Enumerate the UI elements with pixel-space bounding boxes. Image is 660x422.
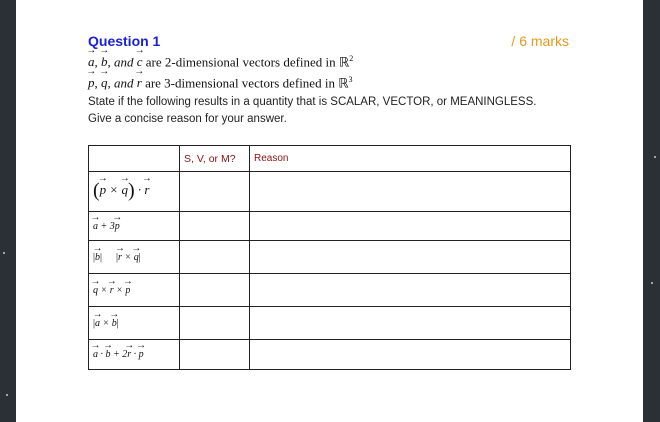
background-star [6, 394, 8, 396]
table-row [89, 241, 571, 274]
table-row [89, 212, 571, 241]
table-row [89, 172, 571, 212]
expression-cell [89, 340, 180, 370]
question-marks: / 6 marks [511, 33, 569, 49]
dimension: 2 [349, 54, 354, 63]
vector-b: → b [101, 54, 108, 70]
instruction-line-2: Give a concise reason for your answer. [88, 113, 287, 125]
header-svm: S, V, or M? [180, 146, 250, 172]
expression-cell [89, 172, 180, 212]
background-star [3, 252, 5, 254]
and-word: and [114, 75, 134, 91]
vector-a: → a [88, 54, 95, 70]
expression-cell [89, 241, 180, 274]
table-row [89, 274, 571, 307]
expression-4: → q × → r × → p [93, 285, 130, 296]
reason-cell[interactable] [250, 340, 571, 370]
answer-cell[interactable] [180, 212, 250, 241]
definition-line-2d: → a, → b, and → c are 2-dimensional vectors defined in ℝ$^2$ [88, 54, 353, 70]
expression-cell [89, 274, 180, 307]
reason-cell[interactable] [250, 212, 571, 241]
expression-cell [89, 307, 180, 340]
expression-2: → a + 3→ p [93, 221, 120, 232]
vector-q: → q [101, 75, 108, 91]
answer-cell[interactable] [180, 241, 250, 274]
question-sheet [16, 0, 643, 422]
vector-c: → c [137, 54, 143, 70]
question-header [88, 33, 569, 51]
question-title: Question 1 [88, 33, 161, 49]
answer-cell[interactable] [180, 274, 250, 307]
answer-table [88, 145, 571, 370]
answer-cell[interactable] [180, 340, 250, 370]
answer-cell[interactable] [180, 307, 250, 340]
vector-p: → p [88, 75, 95, 91]
definition-line-3d: → p, → q, and → r are 3-dimensional vectors defined in ℝ$^3$ [88, 75, 353, 91]
reason-cell[interactable] [250, 307, 571, 340]
header-reason: Reason [250, 146, 571, 172]
header-expression [89, 146, 180, 172]
expression-5: |→ a × → b| [93, 318, 119, 329]
vector-r: → r [137, 75, 142, 91]
reason-cell[interactable] [250, 274, 571, 307]
answer-cell[interactable] [180, 172, 250, 212]
expression-6: → a · → b + 2→ r · → p [93, 349, 144, 360]
reason-cell[interactable] [250, 172, 571, 212]
definition-text: are 3-dimensional vectors defined in ℝ [145, 75, 349, 91]
instruction-line-1: State if the following results in a quantity that is SCALAR, VECTOR, or MEANINGLESS. [88, 96, 537, 108]
definition-text: are 2-dimensional vectors defined in ℝ [145, 54, 350, 70]
dimension: 3 [348, 75, 353, 84]
and-word: and [114, 54, 134, 70]
expression-cell [89, 212, 180, 241]
background-star [651, 282, 653, 284]
reason-cell[interactable] [250, 241, 571, 274]
table-row [89, 307, 571, 340]
table-header-row [89, 146, 571, 172]
expression-1: (→ p × → q) · → r [93, 182, 149, 197]
expression-3: |→ b| |→ r × → q| [93, 252, 141, 263]
table-row [89, 340, 571, 370]
background-star [654, 156, 656, 158]
